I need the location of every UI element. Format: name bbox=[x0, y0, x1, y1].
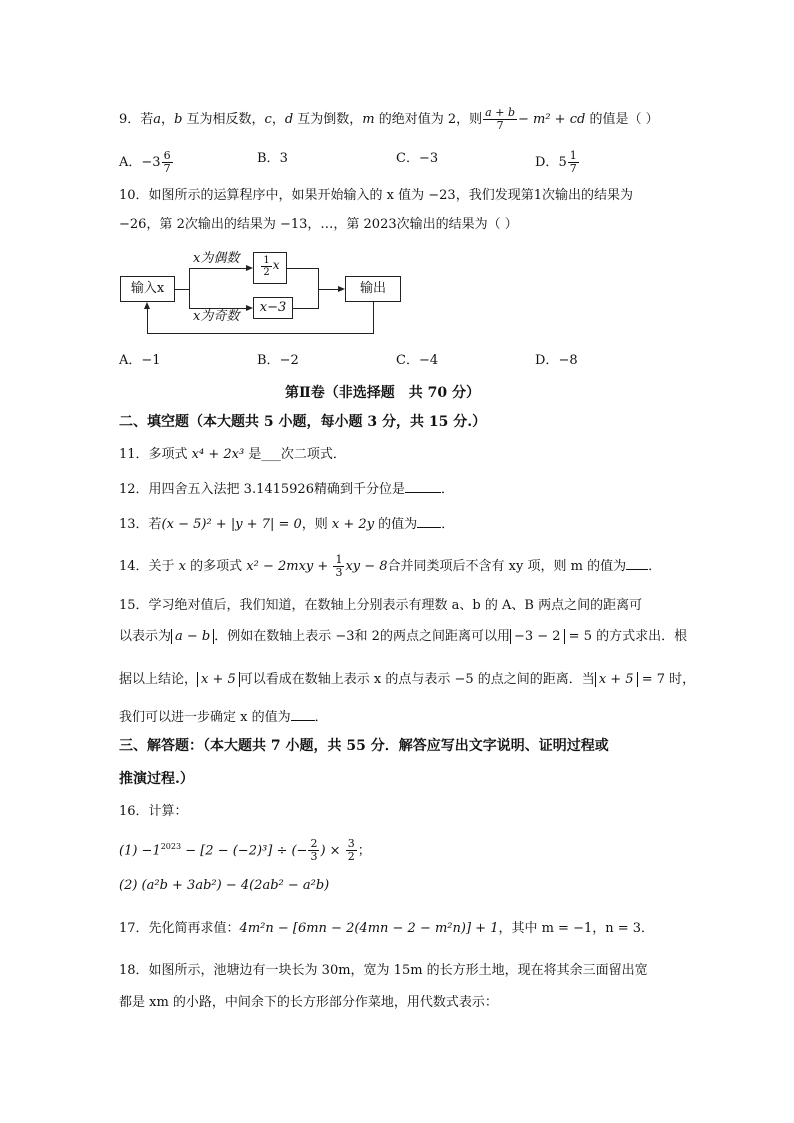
q11-expr: x⁴ + 2x³ bbox=[187, 447, 249, 462]
flow-input-box bbox=[120, 276, 175, 302]
q14-text: ． bbox=[648, 559, 662, 574]
fraction bbox=[346, 838, 357, 863]
q12-text: 12．用四舍五入法把 3.1415926精确到千分位是 bbox=[119, 482, 405, 497]
fraction-numerator: 1 bbox=[569, 149, 577, 162]
flow-even-label: x为偶数 bbox=[193, 251, 240, 266]
connector bbox=[147, 308, 148, 334]
choice-value: 3 bbox=[279, 151, 288, 166]
fraction-numerator: 2 bbox=[310, 837, 318, 851]
q16-part1 bbox=[119, 838, 371, 863]
q11-text: 是___次二项式． bbox=[248, 447, 346, 462]
exponent: 2023 bbox=[160, 842, 182, 851]
q9-text: 的值是（ ） bbox=[585, 112, 659, 127]
fraction bbox=[483, 107, 517, 132]
choice-value: −3 bbox=[418, 151, 439, 166]
fraction-denominator: 2 bbox=[347, 850, 355, 864]
choice-label: B． bbox=[257, 353, 280, 368]
q14-expr: xy − 8 bbox=[345, 559, 388, 574]
q14 bbox=[119, 554, 661, 579]
connector bbox=[293, 308, 318, 309]
q14-text: 的多项式 bbox=[190, 559, 243, 574]
abs-expr: a − b bbox=[171, 629, 214, 644]
var-x: x bbox=[174, 559, 191, 574]
fraction bbox=[333, 554, 344, 579]
q15-text: 可以看成在数轴上表示 x 的点与表示 −5 的点之间的距离．当 bbox=[239, 672, 595, 687]
choice-value: −1 bbox=[141, 353, 161, 368]
connector bbox=[189, 308, 247, 309]
answer-blank[interactable] bbox=[291, 706, 315, 721]
q17 bbox=[119, 920, 654, 938]
connector bbox=[189, 268, 190, 308]
q17-text: 17．先化简再求值： bbox=[119, 921, 240, 936]
q15-text: = 7 时， bbox=[637, 672, 696, 687]
q13-text: ． bbox=[441, 517, 455, 532]
q17-expr: 4m²n − [6mn − 2(4mn − 2 − m²n)] + 1 bbox=[239, 921, 499, 936]
q18-line1: 18．如图所示，池塘边有一块长为 30m，宽为 15m 的长方形土地，现在将其余三面留出宽 bbox=[119, 963, 648, 978]
connector bbox=[318, 289, 339, 290]
q9-text: ， bbox=[161, 112, 175, 127]
q15-text: 据以上结论， bbox=[119, 672, 198, 687]
fraction-denominator: 2 bbox=[263, 267, 270, 278]
q9-expr: − m² + cd bbox=[517, 112, 586, 127]
fraction-numerator: 1 bbox=[335, 553, 343, 566]
q15-text: ． bbox=[314, 710, 328, 725]
section3-heading-line2: 推演过程.） bbox=[119, 771, 194, 787]
q15-line2 bbox=[119, 628, 687, 646]
q10-stem-line1: 10．如图所示的运算程序中，如果开始输入的 x 值为 −23，我们发现第1次输出的结果为 bbox=[119, 188, 633, 203]
abs-expr: x + 5 bbox=[197, 672, 240, 687]
fraction-denominator: 7 bbox=[569, 162, 577, 175]
q16-text: ； bbox=[357, 843, 371, 859]
q17-text: ，其中 m = −1，n = 3． bbox=[498, 921, 655, 936]
flow-half-box bbox=[253, 252, 287, 284]
fraction-numerator: 1 bbox=[263, 255, 270, 266]
q9-text: 互为倒数， bbox=[293, 112, 363, 127]
q18-line2: 都是 xm 的小路，中间余下的长方形部分作菜地，用代数式表示： bbox=[119, 995, 498, 1010]
section3-heading-line1: 三、解答题：（本大题共 7 小题，共 55 分．解答应写出文字说明、证明过程或 bbox=[119, 738, 609, 754]
q10-choice-c[interactable] bbox=[396, 352, 438, 370]
flow-output-label: 输出 bbox=[359, 281, 386, 296]
q15-text: 我们可以进一步确定 x 的值为 bbox=[119, 710, 291, 725]
fraction bbox=[162, 150, 173, 175]
answer-blank[interactable] bbox=[405, 478, 441, 493]
arrow-icon bbox=[144, 302, 150, 309]
q12 bbox=[119, 478, 454, 499]
q13-text: 的值为 bbox=[378, 517, 418, 532]
fraction-numerator: 6 bbox=[163, 149, 171, 162]
q13-text: ，则 bbox=[301, 517, 328, 532]
q15-text: = 5 的方式求出．根 bbox=[564, 629, 688, 644]
var-x: x bbox=[272, 258, 280, 272]
fraction-denominator: 7 bbox=[163, 162, 171, 175]
q15-text: 以表示为 bbox=[119, 629, 172, 644]
q9-text: 互为相反数， bbox=[182, 112, 265, 127]
q9-stem bbox=[119, 107, 659, 132]
flow-minus-box bbox=[253, 297, 293, 319]
connector bbox=[287, 268, 318, 269]
q10-choice-d[interactable] bbox=[535, 352, 578, 370]
q9-text: ， bbox=[271, 112, 285, 127]
choice-label: C． bbox=[396, 353, 419, 368]
q9-text: 9．若 bbox=[119, 112, 154, 127]
q15-line3 bbox=[119, 671, 695, 689]
choice-label: A． bbox=[119, 353, 142, 368]
connector bbox=[373, 302, 374, 334]
var-a: a bbox=[153, 112, 162, 127]
q9-choice-a[interactable] bbox=[119, 150, 174, 175]
q14-text: 14．关于 bbox=[119, 559, 175, 574]
fraction-numerator: a + b bbox=[485, 106, 515, 119]
flow-odd-label: x为奇数 bbox=[193, 309, 240, 324]
q10-choice-a[interactable] bbox=[119, 352, 161, 370]
q11 bbox=[119, 446, 346, 464]
choice-value: −4 bbox=[418, 353, 439, 368]
choice-label: C． bbox=[396, 151, 419, 166]
q15-text: ．例如在数轴上表示 −3和 2的两点之间距离可以用 bbox=[214, 629, 510, 644]
q9-choice-c[interactable] bbox=[396, 150, 438, 168]
q16-expr: ) × bbox=[320, 843, 345, 859]
choice-label: D． bbox=[535, 155, 559, 170]
q15-line4 bbox=[119, 706, 328, 727]
q16-expr: − [2 − (−2)³] ÷ (− bbox=[181, 843, 308, 859]
flow-output-box bbox=[345, 276, 401, 302]
arrow-icon bbox=[246, 265, 253, 271]
var-m: m bbox=[362, 112, 375, 127]
q14-expr: x² − 2mxy + bbox=[242, 559, 333, 574]
flow-minus-label: x−3 bbox=[259, 300, 287, 315]
connector bbox=[189, 268, 247, 269]
connector bbox=[147, 333, 374, 334]
q13-text: 13．若 bbox=[119, 517, 162, 532]
abs-expr: −3 − 2 bbox=[510, 629, 565, 644]
flow-input-label: 输入x bbox=[130, 281, 165, 296]
choice-label: D． bbox=[535, 353, 559, 368]
fraction-denominator: 3 bbox=[310, 850, 318, 864]
q9-text: 的绝对值为 2，则 bbox=[374, 112, 483, 127]
q12-text: ． bbox=[440, 482, 454, 497]
part2-title: 第Ⅱ卷（非选择题 共 70 分） bbox=[285, 385, 481, 401]
var-c: c bbox=[264, 112, 272, 127]
fraction-numerator: 3 bbox=[347, 837, 355, 851]
q10-stem-line2: −26，第 2次输出的结果为 −13，…，第 2023次输出的结果为（ ） bbox=[119, 217, 518, 232]
q15-line1: 15．学习绝对值后，我们知道，在数轴上分别表示有理数 a、b 的 A、B 两点之间的距离可 bbox=[119, 598, 643, 613]
q13-expr: (x − 5)² + |y + 7| = 0 bbox=[161, 517, 302, 532]
q16-part2: (2) (a²b + 3ab²) − 4(2ab² − a²b) bbox=[119, 878, 330, 893]
section2-heading: 二、填空题（本大题共 5 小题，每小题 3 分，共 15 分.） bbox=[119, 414, 487, 430]
q16-title: 16．计算： bbox=[119, 804, 188, 819]
answer-blank[interactable] bbox=[417, 513, 441, 528]
q9-choice-d[interactable] bbox=[535, 150, 580, 175]
q10-choice-b[interactable] bbox=[257, 352, 299, 370]
choice-value: −8 bbox=[558, 353, 578, 368]
q13 bbox=[119, 513, 454, 534]
q14-text: 合并同类项后不含有 xy 项，则 m 的值为 bbox=[387, 559, 627, 574]
answer-blank[interactable] bbox=[626, 555, 648, 570]
fraction-denominator: 3 bbox=[335, 566, 343, 579]
choice-value: −2 bbox=[279, 353, 299, 368]
q9-choice-b[interactable] bbox=[257, 150, 288, 168]
abs-expr: x + 5 bbox=[595, 672, 638, 687]
q11-text: 11．多项式 bbox=[119, 447, 188, 462]
connector bbox=[175, 289, 189, 290]
arrow-icon bbox=[338, 286, 345, 292]
choice-value: 5 bbox=[558, 155, 567, 170]
fraction bbox=[261, 255, 271, 278]
choice-label: A． bbox=[119, 155, 142, 170]
choice-value: −3 bbox=[141, 155, 161, 170]
fraction bbox=[568, 150, 579, 175]
choice-label: B． bbox=[257, 151, 280, 166]
q13-expr: x + 2y bbox=[327, 517, 379, 532]
fraction-denominator: 7 bbox=[496, 119, 504, 132]
q16-expr: (1) −1 bbox=[119, 843, 161, 859]
arrow-icon bbox=[246, 305, 253, 311]
fraction bbox=[308, 838, 319, 863]
var-d: d bbox=[284, 112, 294, 127]
var-b: b bbox=[174, 112, 183, 127]
